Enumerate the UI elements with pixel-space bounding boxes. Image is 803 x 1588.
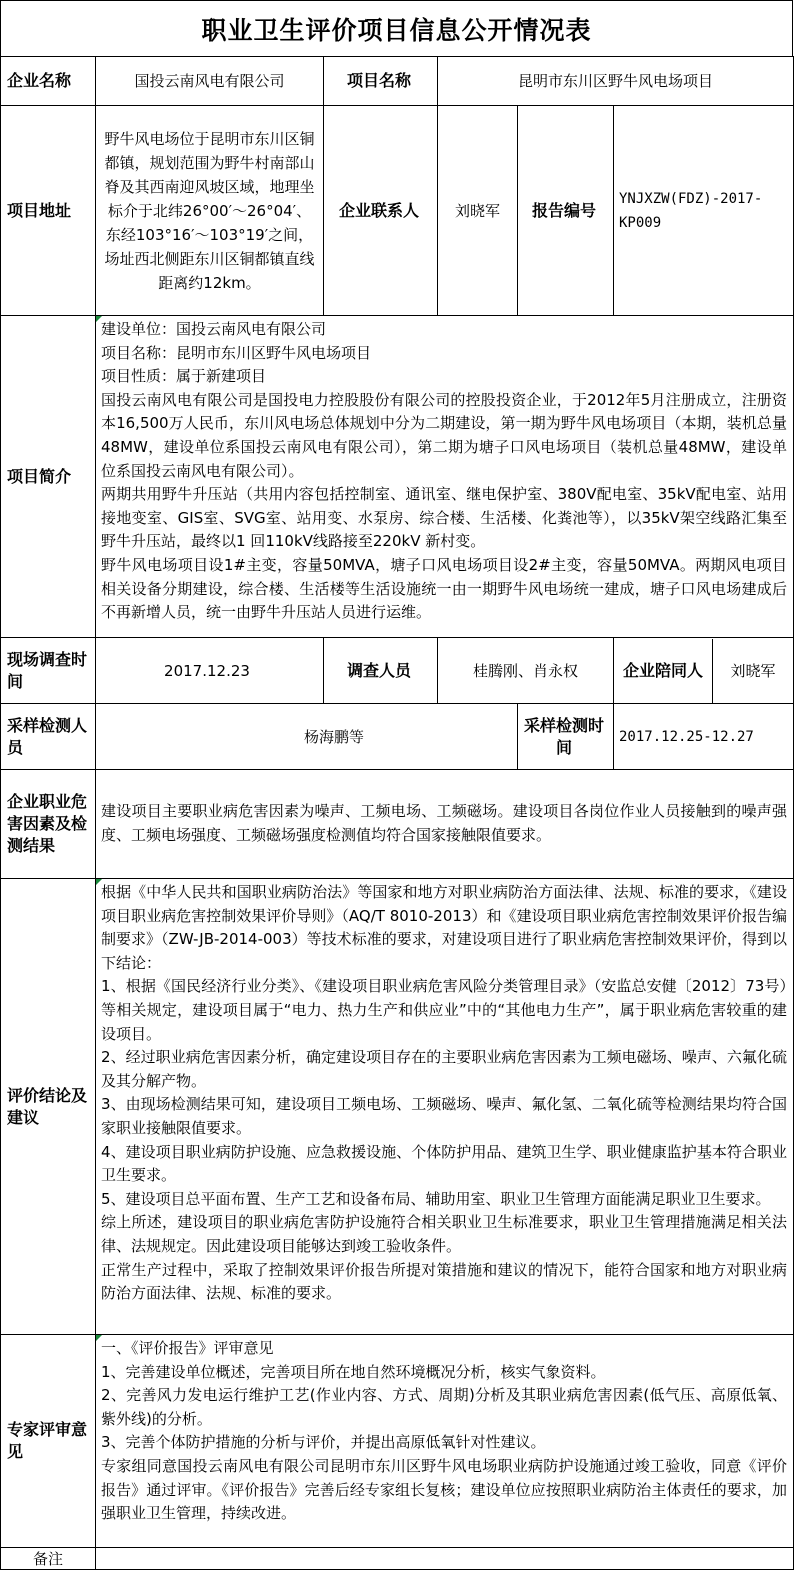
expert-paragraph: 一、《评价报告》评审意见: [101, 1339, 274, 1357]
intro-paragraph: 两期共用野牛升压站（共用内容包括控制室、通讯室、继电保护室、380V配电室、35kV配电室、站用接地变室、GIS室、SVG室、站用变、水泵房、综合楼、生活楼、化粪池等），以35kV架空线路汇集至野牛升压站，最终以1 回110kV线路接至220kV 新村变。: [101, 485, 787, 551]
intro-paragraph: 野牛风电场项目设1#主变，容量50MVA，塘子口风电场项目设2#主变，容量50MVA。两期风电项目相关设备分期建设，综合楼、生活楼等生活设施统一由一期野牛风电场统一建成，塘子口风电场建成后不再新增人员，统一由野牛升压站人员进行运维。: [101, 555, 787, 622]
hazards-text: 建设项目主要职业病危害因素为噪声、工频电场、工频磁场。建设项目各岗位作业人员接触到的噪声强度、工频电场强度、工频磁场强度检测值均符合国家接触限值要求。: [96, 770, 794, 879]
surveyor-value: 桂腾刚、肖永权: [438, 638, 614, 704]
sampling-time-value: 2017.12.25-12.27: [614, 704, 794, 770]
sampling-time-label: 采样检测时间: [518, 704, 614, 770]
conclusion-paragraph: 综上所述，建设项目的职业病危害防护设施符合相关职业卫生标准要求，职业卫生管理措施满足相关法律、法规规定。因此建设项目能够达到竣工验收条件。: [101, 1213, 787, 1255]
expert-label: 专家评审意见: [1, 1335, 96, 1548]
project-intro-label: 项目简介: [1, 316, 96, 638]
remark-value: [96, 1548, 794, 1570]
report-no-label: 报告编号: [518, 106, 614, 316]
row-hazards: [1, 770, 794, 879]
company-name-value: 国投云南风电有限公司: [96, 57, 324, 106]
company-name-label: 企业名称: [1, 57, 96, 106]
page-title: 职业卫生评价项目信息公开情况表: [201, 16, 592, 45]
expert-text: [96, 1335, 794, 1548]
contact-value: 刘晓军: [438, 106, 518, 316]
sampling-staff-value: 杨海鹏等: [96, 704, 518, 770]
expert-paragraph: 2、完善风力发电运行维护工艺(作业内容、方式、周期)分析及其职业病危害因素(低气压、高原低氧、紫外线)的分析。: [101, 1386, 787, 1428]
info-table: [0, 56, 794, 1570]
row-sampling: [1, 704, 794, 770]
conclusion-paragraph: 正常生产过程中，采取了控制效果评价报告所提对策措施和建议的情况下，能符合国家和地方对职业病防治方面法律、法规、标准的要求。: [101, 1260, 787, 1303]
row-address: [1, 106, 794, 316]
project-name-label: 项目名称: [324, 57, 438, 106]
row-intro: [1, 316, 794, 638]
survey-time-value: 2017.12.23: [96, 638, 324, 704]
project-name-value: 昆明市东川区野牛风电场项目: [438, 57, 794, 106]
row-expert: [1, 1335, 794, 1548]
expert-paragraph: 专家组同意国投云南风电有限公司昆明市东川区野牛风电场职业病防护设施通过竣工验收，同意《评价报告》通过评审。《评价报告》完善后经专家组长复核；建设单位应按照职业病防治主体责任的要求，加强职业卫生管理，持续改进。: [101, 1456, 787, 1523]
row-company: [1, 57, 794, 106]
conclusion-paragraph: 2、经过职业病危害因素分析，确定建设项目存在的主要职业病危害因素为工频电磁场、噪声、六氟化硫及其分解产物。: [101, 1048, 787, 1090]
row-survey: [1, 638, 794, 704]
conclusion-label: 评价结论及建议: [1, 879, 96, 1335]
escort-label: 企业陪同人: [614, 639, 713, 703]
project-address-value: 野牛风电场位于昆明市东川区铜都镇，规划范围为野牛村南部山脊及其西南迎风坡区域，地理坐标介于北纬26°00′～26°04′、东经103°16′～103°19′之间，场址西北侧距东川区铜都镇直线距离约12km。: [96, 106, 324, 316]
project-intro-text: [96, 316, 794, 638]
remark-label: 备注: [1, 1548, 96, 1570]
hazards-label: 企业职业危害因素及检测结果: [1, 770, 96, 879]
conclusion-paragraph: 5、建设项目总平面布置、生产工艺和设备布局、辅助用室、职业卫生管理方面能满足职业卫生要求。: [101, 1189, 771, 1208]
conclusion-paragraph: 根据《中华人民共和国职业病防治法》等国家和地方对职业病防治方面法律、法规、标准的要求，《建设项目职业病危害控制效果评价导则》（AQ/T 8010-2013）和《建设项目职业病危害控制效果评价报告编制要求》（ZW-JB-2014-003）等技术标准的要求，对建设项目进行了职业病危害控制效果评价，得到以下结论：: [101, 883, 787, 972]
conclusion-paragraph: 3、由现场检测结果可知，建设项目工频电场、工频磁场、噪声、氟化氢、二氧化硫等检测结果均符合国家职业接触限值要求。: [101, 1095, 787, 1137]
intro-paragraph: 建设单位：国投云南风电有限公司: [101, 320, 327, 338]
title-row: [0, 0, 793, 57]
intro-paragraph: 国投云南风电有限公司是国投电力控股股份有限公司的控股投资企业，于2012年5月注册成立，注册资本16,500万人民币，东川风电场总体规划中分为二期建设，第一期为野牛风电场项目（本期，装机总量48MW，建设单位系国投云南风电有限公司），第二期为塘子口风电场项目（装机总量48MW，建设单位系国投云南风电有限公司）。: [101, 390, 787, 480]
row-conclusion: [1, 879, 794, 1335]
contact-label: 企业联系人: [324, 106, 438, 316]
survey-time-label: 现场调查时间: [1, 638, 96, 704]
conclusion-text: [96, 879, 794, 1335]
surveyor-label: 调查人员: [324, 638, 438, 704]
escort-cell: [614, 638, 794, 704]
intro-paragraph: 项目名称：昆明市东川区野牛风电场项目: [101, 343, 372, 362]
escort-value: 刘晓军: [730, 661, 776, 680]
project-address-label: 项目地址: [1, 106, 96, 316]
sampling-staff-label: 采样检测人员: [1, 704, 96, 770]
report-no-value: YNJXZW(FDZ)-2017-KP009: [614, 106, 794, 316]
expert-paragraph: 3、完善个体防护措施的分析与评价，并提出高原低氧针对性建议。: [101, 1433, 546, 1452]
intro-paragraph: 项目性质：属于新建项目: [101, 367, 267, 386]
row-remark: [1, 1548, 794, 1570]
escort-split: [614, 639, 793, 703]
expert-paragraph: 1、完善建设单位概述，完善项目所在地自然环境概况分析，核实气象资料。: [101, 1362, 606, 1381]
conclusion-paragraph: 4、建设项目职业病防护设施、应急救援设施、个体防护用品、建筑卫生学、职业健康监护基本符合职业卫生要求。: [101, 1142, 787, 1185]
conclusion-paragraph: 1、根据《国民经济行业分类》、《建设项目职业病危害风险分类管理目录》（安监总安健〔2012〕73号）等相关规定，建设项目属于“电力、热力生产和供应业”中的“其他电力生产”，属于职业病危害较重的建设项目。: [101, 977, 787, 1043]
